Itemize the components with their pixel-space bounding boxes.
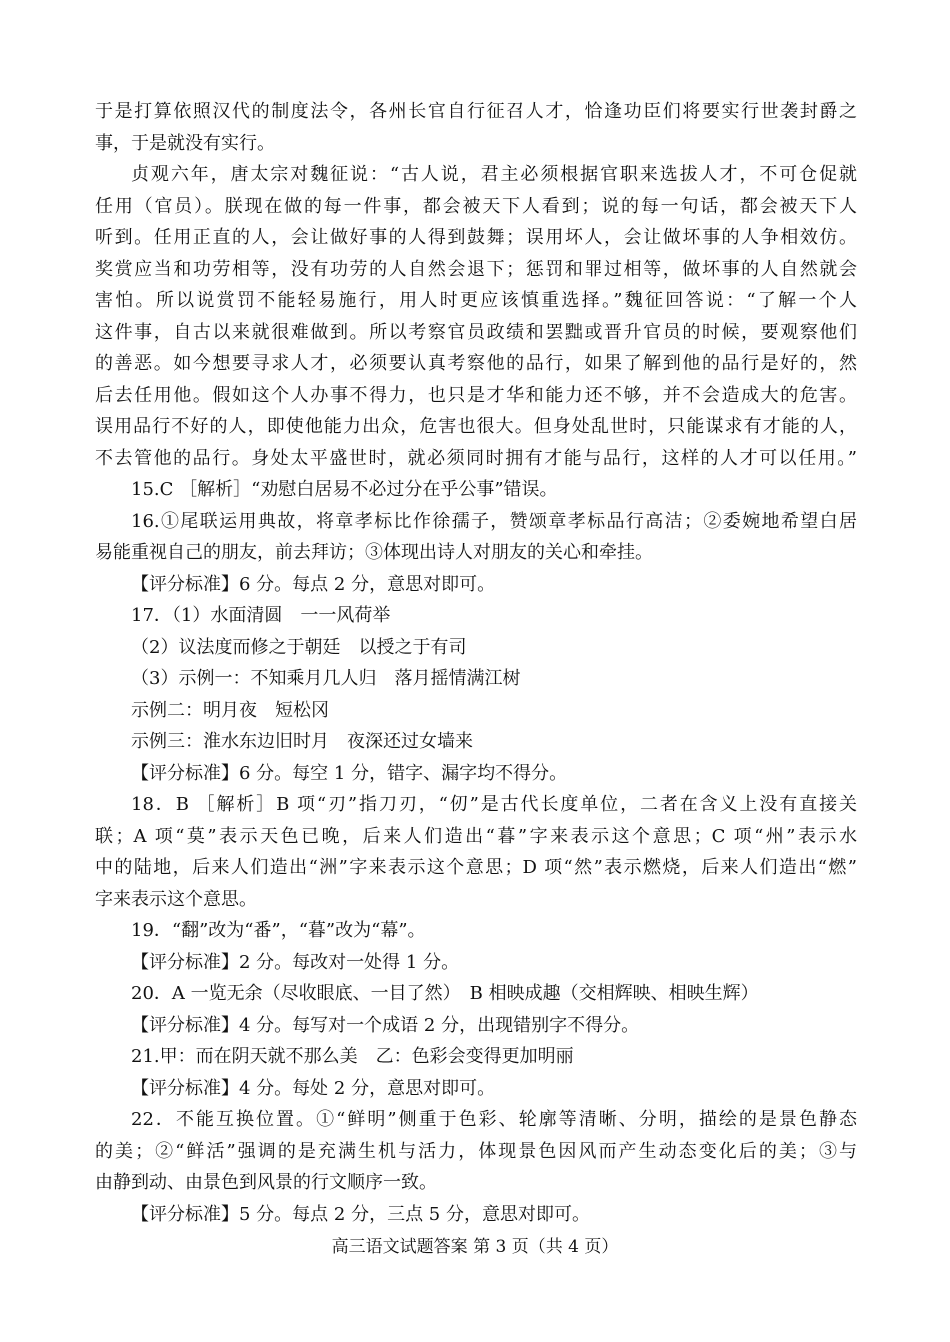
text-line: 中的陆地，后来人们造出“洲”字来表示这个意思；D 项“然”表示燃烧，后来人们造出“燃”	[95, 857, 857, 878]
scoring-standard: 【评分标准】4 分。每写对一个成语 2 分，出现错别字不得分。	[131, 1014, 640, 1036]
answer-19: 19．“翻”改为“番”，“暮”改为“幕”。	[131, 920, 426, 941]
answer-17-3: （3）示例一：不知乘月几人归 落月摇情满江树	[131, 668, 521, 689]
answer-22: 22．不能互换位置。①“鲜明”侧重于色彩、轮廓等清晰、分明，描绘的是景色静态	[131, 1109, 857, 1130]
text-line: 的善恶。如今想要寻求人才，必须要认真考察他的品行，如果了解到他的品行是好的，然	[95, 353, 857, 374]
text-line: 这件事，自古以来就很难做到。所以考察官员政绩和罢黜或晋升官员的时候，要观察他们	[95, 321, 857, 343]
scoring-standard: 【评分标准】4 分。每处 2 分，意思对即可。	[131, 1077, 496, 1099]
text-line: 奖赏应当和功劳相等，没有功劳的人自然会退下；惩罚和罪过相等，做坏事的人自然就会	[95, 258, 857, 280]
answer-15: 15.C ［解析］“劝慰白居易不必过分在乎公事”错误。	[131, 479, 558, 500]
text-line: 误用品行不好的人，即使他能力出众，危害也很大。但身处乱世时，只能谋求有才能的人，	[95, 416, 857, 437]
answer-20: 20．A 一览无余（尽收眼底、一目了然） B 相映成趣（交相辉映、相映生辉）	[131, 983, 759, 1004]
answer-21: 21.甲：而在阴天就不那么美 乙：色彩会变得更加明丽	[131, 1046, 574, 1067]
text-line: 不去管他的品行。身处太平盛世时，就必须同时拥有才能与品行，这样的人才可以任用。”	[95, 447, 857, 469]
scoring-standard: 【评分标准】6 分。每空 1 分，错字、漏字均不得分。	[131, 762, 568, 784]
text-line: 联；A 项“莫”表示天色已晚，后来人们造出“暮”字来表示这个意思；C 项“州”表示水	[95, 825, 857, 847]
answer-16: 16.①尾联运用典故，将章孝标比作徐孺子，赞颂章孝标品行高洁；②委婉地希望白居	[131, 510, 857, 532]
answer-17-2: （2）议法度而修之于朝廷 以授之于有司	[131, 636, 467, 658]
text-line: 于是打算依照汉代的制度法令，各州长官自行征召人才，恰逢功臣们将要实行世袭封爵之	[95, 101, 857, 122]
text-line: 贞观六年，唐太宗对魏征说：“古人说，君主必须根据官职来选拔人才，不可仓促就	[131, 164, 857, 185]
answer-content	[95, 96, 857, 1230]
scoring-standard: 【评分标准】2 分。每改对一处得 1 分。	[131, 951, 460, 973]
scoring-standard: 【评分标准】5 分。每点 2 分，三点 5 分，意思对即可。	[131, 1203, 590, 1225]
text-line: 易能重视自己的朋友，前去拜访；③体现出诗人对朋友的关心和牵挂。	[95, 542, 653, 563]
text-line: 害怕。所以说赏罚不能轻易施行，用人时更应该慎重选择。”魏征回答说：“了解一个人	[95, 290, 857, 311]
answer-17: 17．（1）水面清圆 一一风荷举	[131, 605, 391, 626]
scoring-standard: 【评分标准】6 分。每点 2 分，意思对即可。	[131, 573, 496, 595]
text-line: 事，于是就没有实行。	[95, 132, 275, 154]
text-line: 由静到动、由景色到风景的行文顺序一致。	[95, 1172, 437, 1193]
text-line: 任用（官员）。朕现在做的每一件事，都会被天下人看到；说的每一句话，都会被天下人	[95, 195, 857, 217]
text-line: 字来表示这个意思。	[95, 888, 257, 910]
text-line: 听到。任用正直的人，会让做好事的人得到鼓舞；误用坏人，会让做坏事的人争相效仿。	[95, 227, 857, 248]
answer-18: 18．B ［解析］B 项“刃”指刀刃，“仞”是古代长度单位，二者在含义上没有直接关	[131, 794, 857, 815]
answer-17-example-3: 示例三：淮水东边旧时月 夜深还过女墙来	[131, 731, 473, 752]
answer-17-example-2: 示例二：明月夜 短松冈	[131, 699, 329, 721]
page-footer: 高三语文试题答案 第 3 页（共 4 页）	[331, 1237, 619, 1257]
text-line: 的美；②“鲜活”强调的是充满生机与活力，体现景色因风而产生动态变化后的美；③与	[95, 1140, 857, 1162]
text-line: 后去任用他。假如这个人办事不得力，也只是才华和能力还不够，并不会造成大的危害。	[95, 384, 857, 406]
